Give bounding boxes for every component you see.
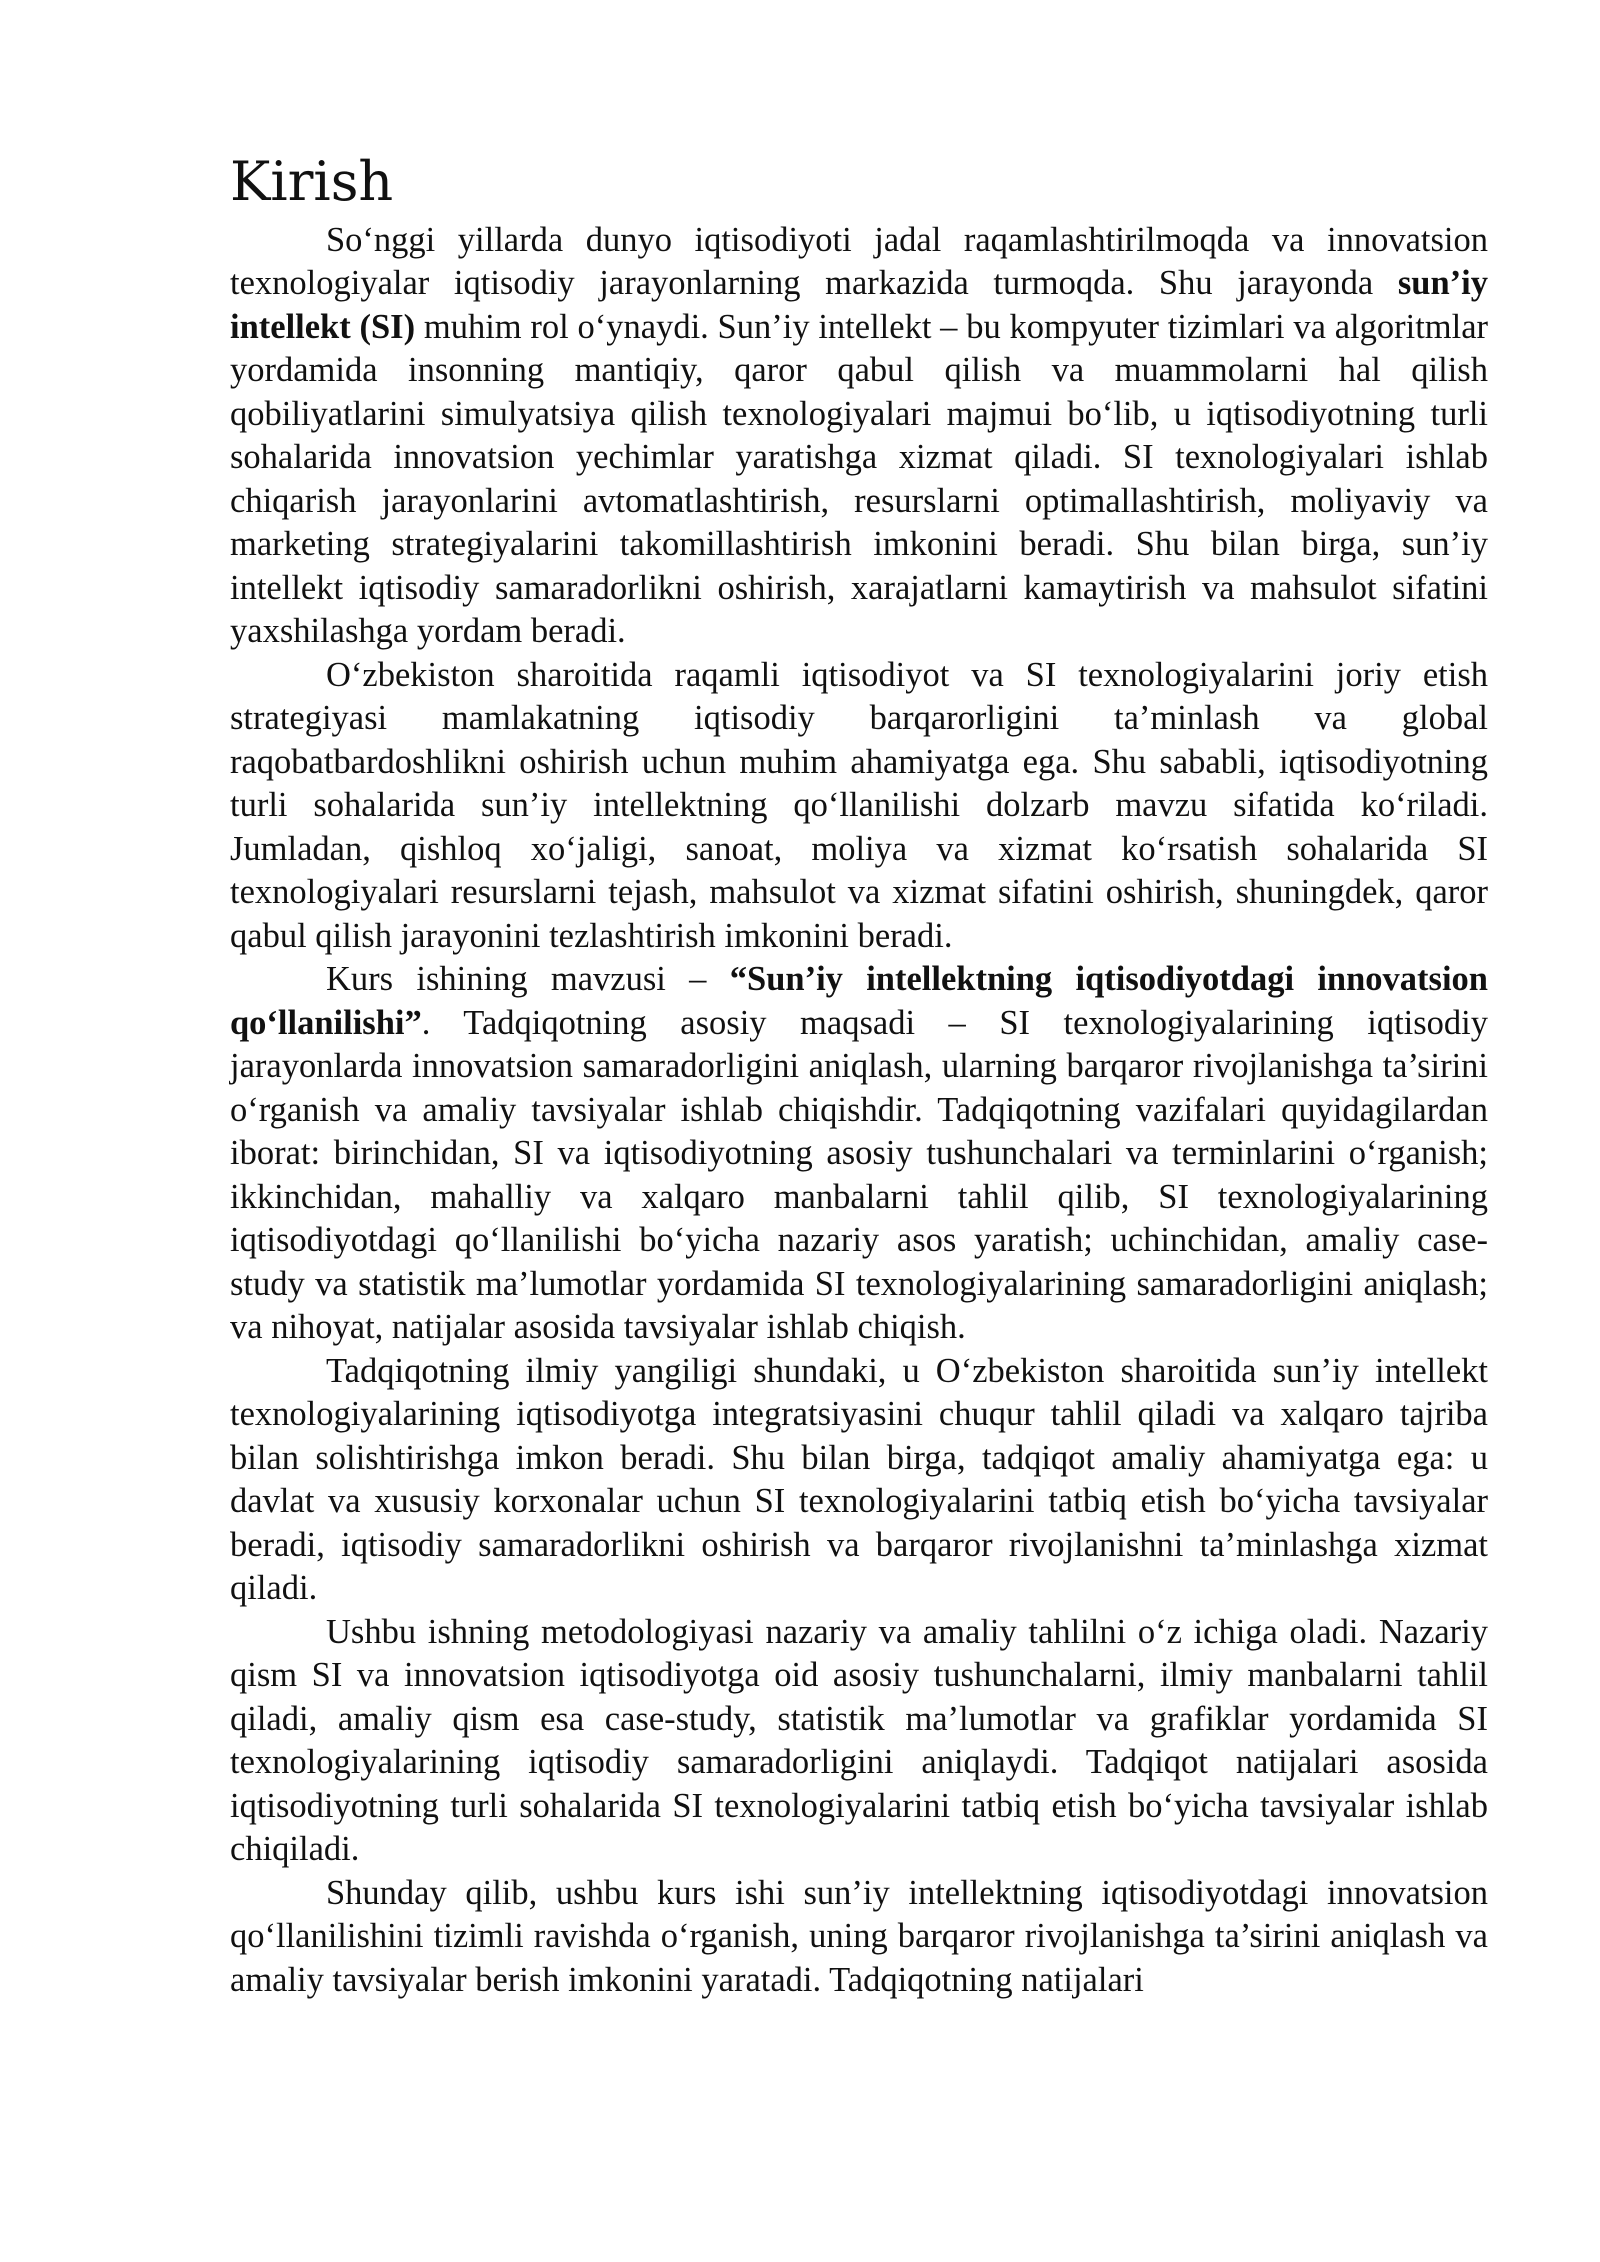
bold-topic-title: “Sun’iy intellektning iqtisodiyotdagi innovatsion qo‘llanilishi”: [230, 960, 1488, 1042]
paragraph-1: [230, 219, 1488, 654]
paragraph-text: O‘zbekiston sharoitida raqamli iqtisodiyot va SI texnologiyalarini joriy etish strategiyasi mamlakatning iqtisodiy barqarorligini ta’minlash va global raqobatbardoshlikni oshirish uchun muhim ahamiyatga ega. Shu sababli, iqtisodiyotning turli sohalarida sun’iy intellektning qo‘llanilishi dolzarb mavzu sifatida ko‘riladi. Jumladan, qishloq xo‘jaligi, sanoat, moliya va xizmat ko‘rsatish sohalarida SI texnologiyalari resurslarni tejash, mahsulot va xizmat sifatini oshirish, shuningdek, qaror qabul qilish jarayonini tezlashtirish imkonini beradi.: [230, 655, 1488, 955]
paragraph-4: [230, 1350, 1488, 1611]
bold-term: sun’iy intellekt (SI): [230, 264, 1488, 346]
paragraph-text: Shunday qilib, ushbu kurs ishi sun’iy intellektning iqtisodiyotdagi innovatsion qo‘llanilishini tizimli ravishda o‘rganish, uning barqaror rivojlanishga ta’sirini aniqlash va amaliy tavsiyalar berish imkonini yaratadi. Tadqiqotning natijalari: [230, 1873, 1488, 1999]
paragraph-text: muhim rol o‘ynaydi. Sun’iy intellekt – bu kompyuter tizimlari va algoritmlar yordamida insonning mantiqiy, qaror qabul qilish va muammolarni hal qilish qobiliyatlarini simulyatsiya qilish texnologiyalari majmui bo‘lib, u iqtisodiyotning turli sohalarida innovatsion yechimlar yaratishga xizmat qiladi. SI texnologiyalari ishlab chiqarish jarayonlarini avtomatlashtirish, resurslarni optimallashtirish, moliyaviy va marketing strategiyalarini takomillashtirish imkonini beradi. Shu bilan birga, sun’iy intellekt iqtisodiy samaradorlikni oshirish, xarajatlarni kamaytirish va mahsulot sifatini yaxshilashga yordam beradi.: [230, 307, 1489, 651]
paragraph-6: [230, 1872, 1488, 2003]
paragraph-5: [230, 1611, 1488, 1872]
paragraph-text: Tadqiqotning ilmiy yangiligi shundaki, u O‘zbekiston sharoitida sun’iy intellekt texnologiyalarining iqtisodiyotga integratsiyasini chuqur tahlil qiladi va xalqaro tajriba bilan solishtirishga imkon beradi. Shu bilan birga, tadqiqot amaliy ahamiyatga ega: u davlat va xususiy korxonalar uchun SI texnologiyalarini tatbiq etish bo‘yicha tavsiyalar beradi, iqtisodiy samaradorlikni oshirish va barqaror rivojlanishni ta’minlashga xizmat qiladi.: [230, 1351, 1488, 1608]
document-page: [230, 150, 1488, 2002]
paragraph-3: [230, 958, 1488, 1350]
paragraph-text: Ushbu ishning metodologiyasi nazariy va amaliy tahlilni o‘z ichiga oladi. Nazariy qism SI va innovatsion iqtisodiyotga oid asosiy tushunchalarni, ilmiy manbalarni tahlil qiladi, amaliy qism esa case-study, statistik ma’lumotlar va grafiklar yordamida SI texnologiyalarining iqtisodiy samaradorligini aniqlaydi. Tadqiqot natijalari asosida iqtisodiyotning turli sohalarida SI texnologiyalarini tatbiq etish bo‘yicha tavsiyalar ishlab chiqiladi.: [230, 1612, 1488, 1869]
paragraph-2: [230, 654, 1488, 959]
paragraph-text: So‘nggi yillarda dunyo iqtisodiyoti jadal raqamlashtirilmoqda va innovatsion texnologiyalar iqtisodiy jarayonlarning markazida turmoqda. Shu jarayonda: [230, 220, 1488, 303]
section-heading: Kirish: [230, 150, 394, 213]
paragraph-text: . Tadqiqotning asosiy maqsadi – SI texnologiyalarining iqtisodiy jarayonlarda innovatsion samaradorligini aniqlash, ularning barqaror rivojlanishga ta’sirini o‘rganish va amaliy tavsiyalar ishlab chiqishdir. Tadqiqotning vazifalari quyidagilardan iborat: birinchidan, SI va iqtisodiyotning asosiy tushunchalari va terminlarini o‘rganish; ikkinchidan, mahalliy va xalqaro manbalarni tahlil qilib, SI texnologiyalarining iqtisodiyotdagi qo‘llanilishi bo‘yicha nazariy asos yaratish; uchinchidan, amaliy case-study va statistik ma’lumotlar yordamida SI texnologiyalarining samaradorligini aniqlash; va nihoyat, natijalar asosida tavsiyalar ishlab chiqish.: [230, 1003, 1488, 1347]
paragraph-text: Kurs ishining mavzusi –: [326, 960, 730, 999]
